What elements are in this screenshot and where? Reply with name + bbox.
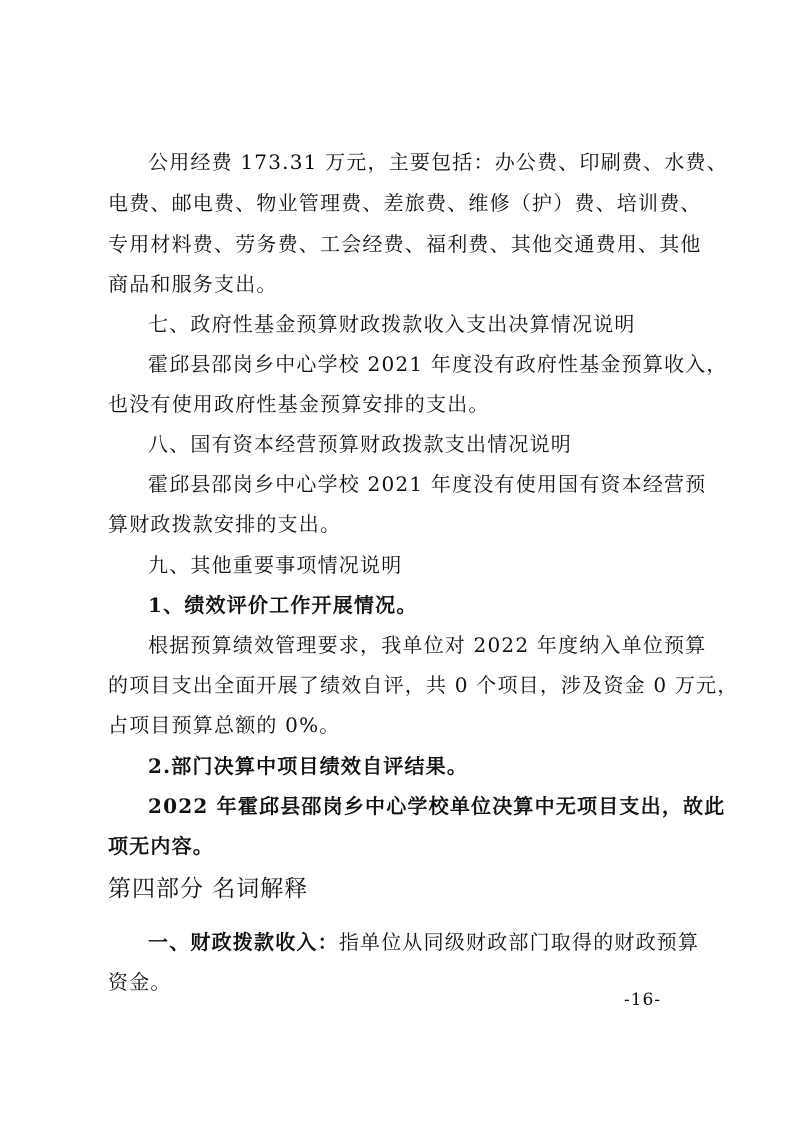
paragraph-line: 商品和服务支出。	[108, 272, 278, 296]
term-text: 指单位从同级财政部门取得的财政预算	[338, 930, 700, 954]
paragraph-line: 算财政拨款安排的支出。	[108, 512, 342, 536]
paragraph-line: 公用经费 173.31 万元，主要包括：办公费、印刷费、水费、	[148, 150, 728, 174]
paragraph-line: 资金。	[108, 970, 172, 994]
paragraph-line: 霍邱县邵岗乡中心学校 2021 年度没有使用国有资本经营预	[148, 472, 707, 496]
subsection-heading: 1、绩效评价工作开展情况。	[148, 593, 418, 617]
term-label: 一、财政拨款收入：	[148, 930, 339, 954]
paragraph-line: 电费、邮电费、物业管理费、差旅费、维修（护）费、培训费、	[108, 191, 702, 215]
subsection-heading: 2.部门决算中项目绩效自评结果。	[148, 754, 469, 778]
paragraph-line: 项无内容。	[108, 834, 214, 858]
section-heading: 七、政府性基金预算财政拨款收入支出决算情况说明	[148, 312, 636, 336]
page-number: -16-	[624, 990, 662, 1010]
paragraph-line: 占项目预算总额的 0%。	[108, 713, 341, 737]
section-heading: 八、国有资本经营预算财政拨款支出情况说明	[148, 432, 572, 456]
paragraph-line: 2022 年霍邱县邵岗乡中心学校单位决算中无项目支出，故此	[148, 794, 726, 818]
paragraph-line: 的项目支出全面开展了绩效自评，共 0 个项目，涉及资金 0 万元，	[108, 673, 739, 697]
section-heading: 九、其他重要事项情况说明	[148, 553, 403, 577]
term-definition	[148, 930, 700, 954]
paragraph-line: 根据预算绩效管理要求，我单位对 2022 年度纳入单位预算	[148, 633, 707, 657]
paragraph-line: 也没有使用政府性基金预算安排的支出。	[108, 392, 490, 416]
part-title: 第四部分 名词解释	[108, 876, 309, 902]
paragraph-line: 专用材料费、劳务费、工会经费、福利费、其他交通费用、其他	[108, 232, 702, 256]
paragraph-line: 霍邱县邵岗乡中心学校 2021 年度没有政府性基金预算收入，	[148, 352, 728, 376]
